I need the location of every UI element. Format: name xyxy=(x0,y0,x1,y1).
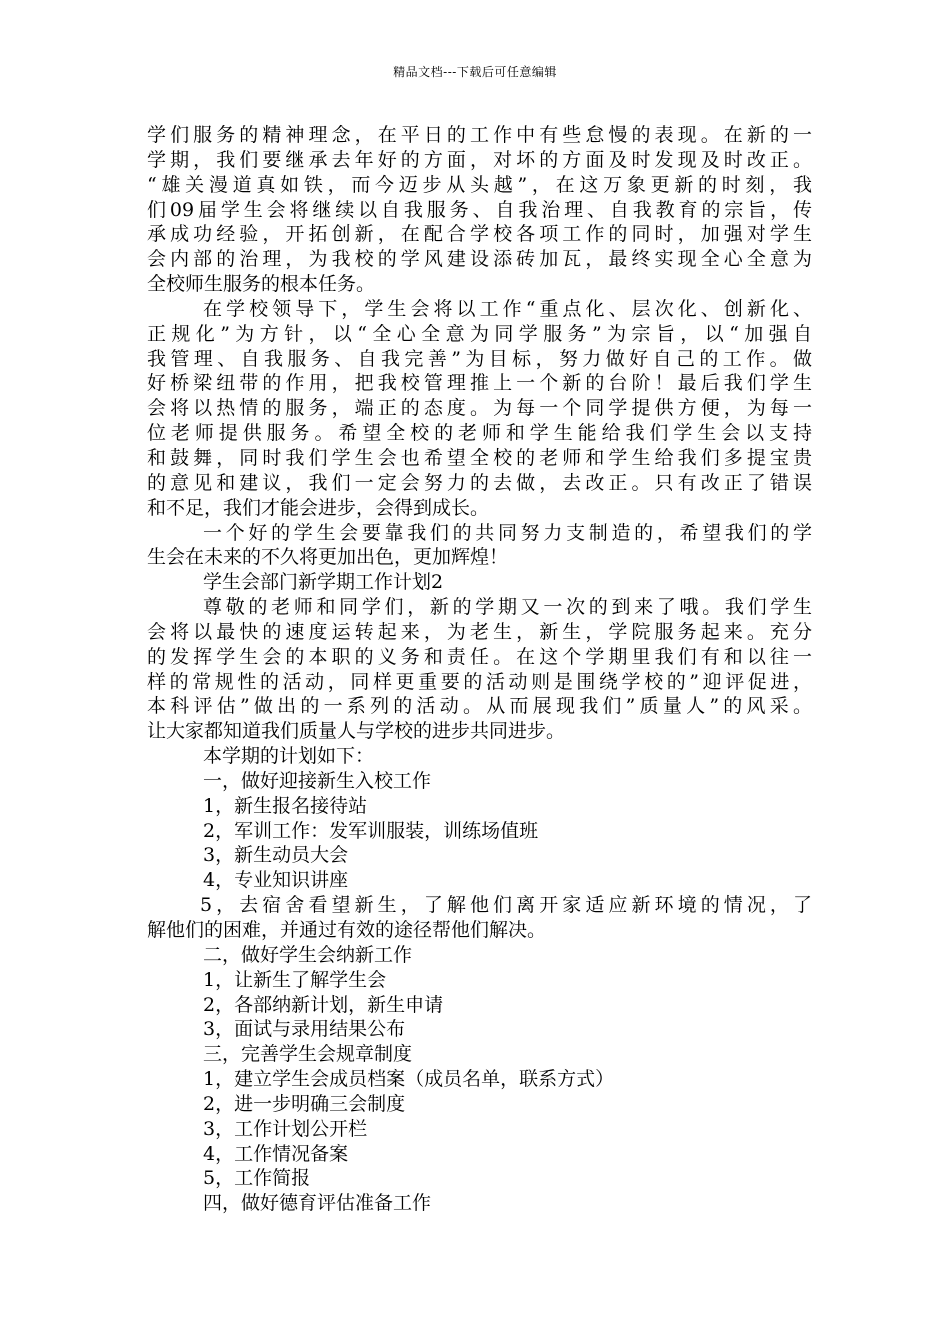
text-line: 一个好的学生会要靠我们的共同努力支制造的，希望我们的学 xyxy=(203,521,812,544)
text-line: 一，做好迎接新生入校工作 xyxy=(203,769,432,792)
text-line: 和鼓舞，同时我们学生会也希望全校的老师和学生给我们多提宝贵 xyxy=(147,446,812,469)
text-line: 3，新生动员大会 xyxy=(203,844,349,867)
text-line: 二，做好学生会纳新工作 xyxy=(203,943,413,966)
text-line: 和不足，我们才能会进步，会得到成长。 xyxy=(147,496,490,519)
text-line: 三，完善学生会规章制度 xyxy=(203,1043,413,1066)
text-line: 5，工作简报 xyxy=(203,1167,311,1190)
text-line: 2，军训工作：发军训服装，训练场值班 xyxy=(203,819,539,842)
text-line: 的发挥学生会的本职的义务和责任。在这个学期里我们有和以往一 xyxy=(147,645,812,668)
text-line: 们09届学生会将继续以自我服务、自我治理、自我教育的宗旨，传 xyxy=(147,198,812,221)
text-line: 会将以热情的服务，端正的态度。为每一个同学提供方便，为每一 xyxy=(147,397,812,420)
text-line: 在学校领导下，学生会将以工作“重点化、层次化、创新化、 xyxy=(203,297,812,320)
text-line: 让大家都知道我们质量人与学校的进步共同进步。 xyxy=(147,720,566,743)
text-line: 生会在未来的不久将更加出色，更加辉煌！ xyxy=(147,546,509,569)
text-line: 本科评估”做出的一系列的活动。从而展现我们”质量人”的风采。 xyxy=(147,695,812,718)
text-line: 学期，我们要继承去年好的方面，对坏的方面及时发现及时改正。 xyxy=(147,148,812,171)
text-line: 位老师提供服务。希望全校的老师和学生能给我们学生会以支持 xyxy=(147,422,812,445)
text-line: 1，让新生了解学生会 xyxy=(203,968,387,991)
page-header: 精品文档---下载后可任意编辑 xyxy=(393,65,557,79)
text-line: 正规化”为方针，以“全心全意为同学服务”为宗旨，以“加强自 xyxy=(147,322,812,345)
text-line: 解他们的困难，并通过有效的途径帮他们解决。 xyxy=(147,919,547,941)
text-line: 1，新生报名接待站 xyxy=(203,794,368,817)
text-line: 样的常规性的活动，同样更重要的活动则是围绕学校的”迎评促进， xyxy=(147,670,812,693)
text-line: 5，去宿舍看望新生，了解他们离开家适应新环境的情况，了 xyxy=(200,894,812,917)
text-line: 的意见和建议，我们一定会努力的去做，去改正。只有改正了错误 xyxy=(147,471,812,494)
text-line: 会内部的治理，为我校的学风建设添砖加瓦，最终实现全心全意为 xyxy=(147,248,812,271)
text-line: 好桥梁纽带的作用，把我校管理推上一个新的台阶！最后我们学生 xyxy=(147,372,812,395)
text-line: 1，建立学生会成员档案（成员名单，联系方式） xyxy=(203,1068,615,1091)
text-line: 会将以最快的速度运转起来，为老生，新生，学院服务起来。充分 xyxy=(147,620,812,643)
text-line: 2，各部纳新计划，新生申请 xyxy=(203,993,444,1016)
text-line: 四，做好德育评估准备工作 xyxy=(203,1192,432,1215)
text-line: “雄关漫道真如铁，而今迈步从头越”，在这万象更新的时刻，我 xyxy=(147,173,812,196)
text-line: 4，专业知识讲座 xyxy=(203,869,349,892)
text-line: 承成功经验，开拓创新，在配合学校各项工作的同时，加强对学生 xyxy=(147,223,812,246)
document-body xyxy=(147,123,812,1216)
text-line: 我管理、自我服务、自我完善”为目标，努力做好自己的工作。做 xyxy=(147,347,812,370)
text-line: 本学期的计划如下： xyxy=(203,745,375,768)
text-line: 尊敬的老师和同学们，新的学期又一次的到来了哦。我们学生 xyxy=(203,596,812,619)
text-line: 3，工作计划公开栏 xyxy=(203,1117,368,1140)
text-line: 学们服务的精神理念，在平日的工作中有些怠慢的表现。在新的一 xyxy=(147,124,812,146)
text-line: 2，进一步明确三会制度 xyxy=(203,1092,406,1115)
text-line: 4，工作情况备案 xyxy=(203,1142,349,1165)
text-line: 全校师生服务的根本任务。 xyxy=(147,273,376,296)
text-line: 学生会部门新学期工作计划2 xyxy=(203,571,444,594)
text-line: 3，面试与录用结果公布 xyxy=(203,1018,406,1041)
